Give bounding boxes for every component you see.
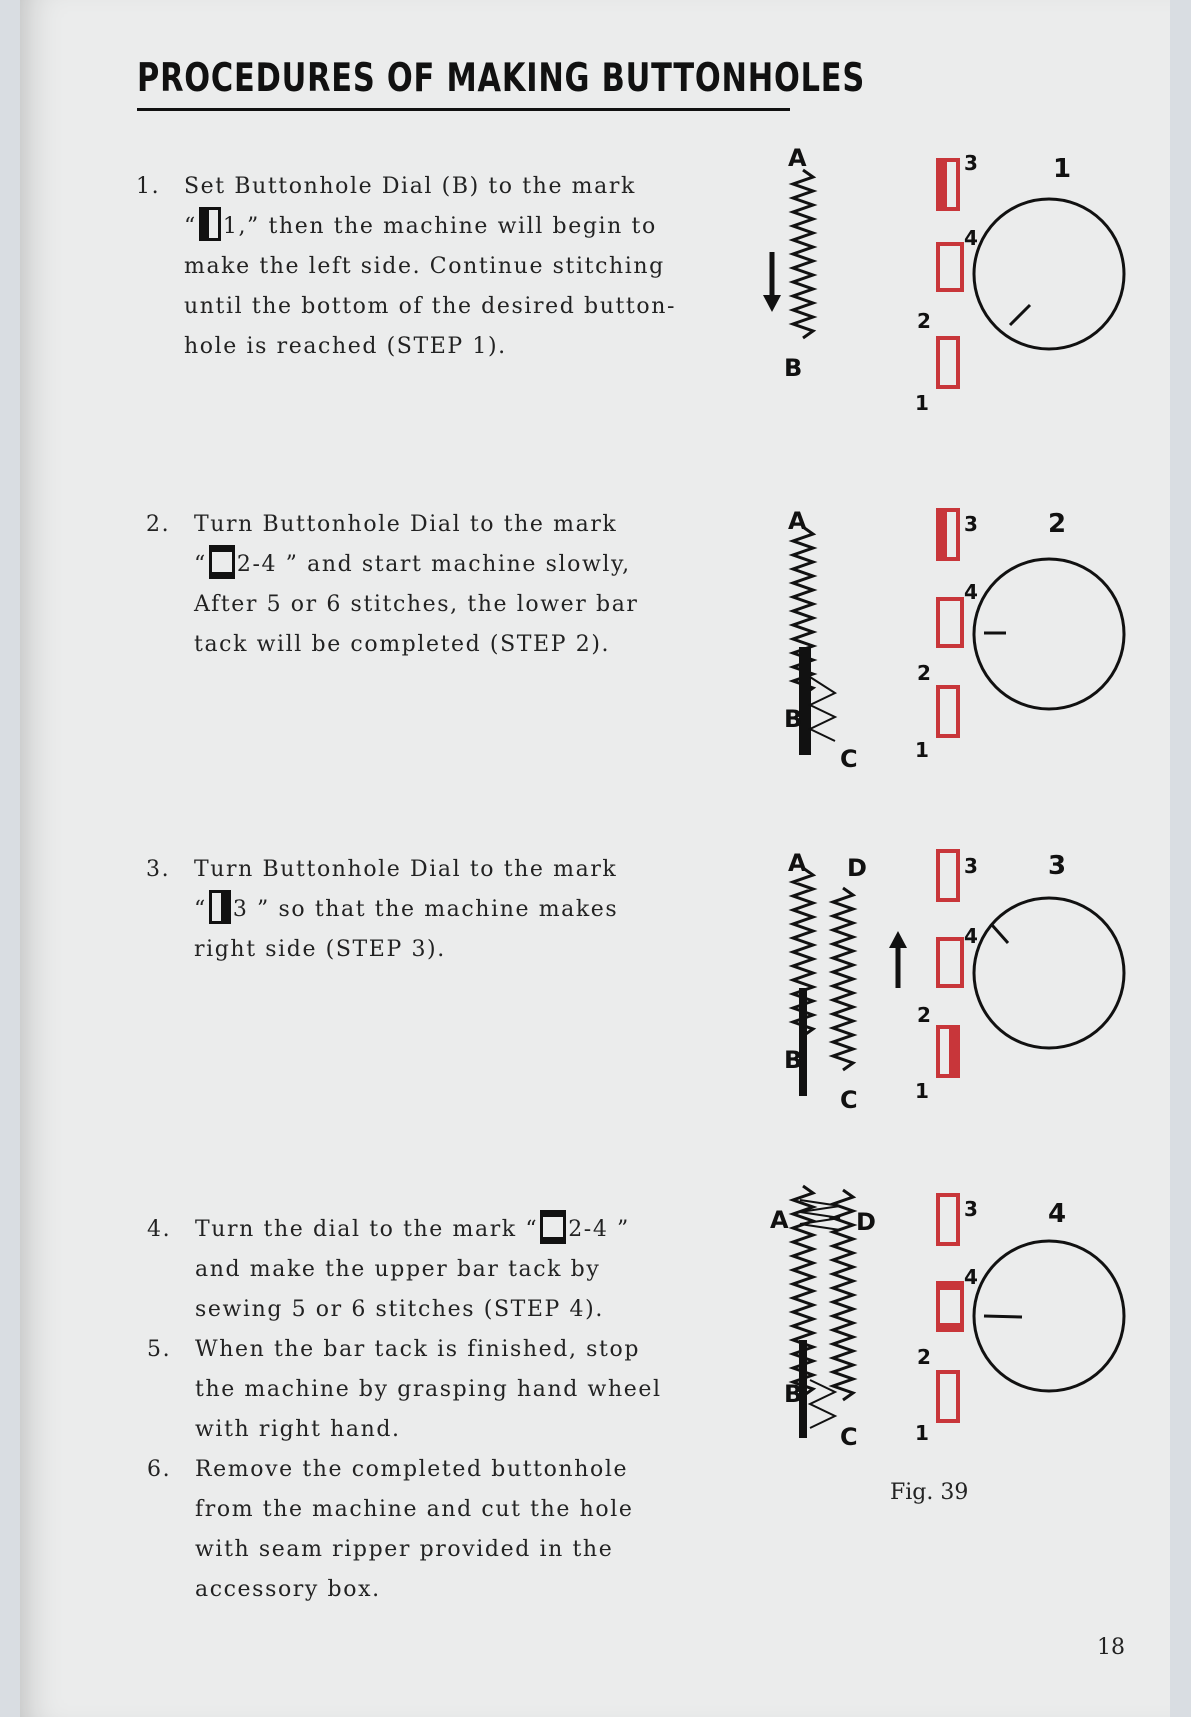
step-line: Turn Buttonhole Dial to the mark	[194, 857, 618, 882]
step-number: 4.	[147, 1217, 172, 1242]
figure-step-label: 1	[1053, 154, 1072, 184]
dial-label-3: 3	[964, 1197, 978, 1221]
step-line: Turn Buttonhole Dial to the mark	[194, 512, 618, 537]
step-line: from the machine and cut the hole	[195, 1497, 634, 1522]
dial-circle	[974, 898, 1124, 1048]
step-line: the machine by grasping hand wheel	[195, 1377, 662, 1402]
figure-caption: Fig. 39	[890, 1480, 969, 1505]
dial-label-1: 1	[915, 1421, 929, 1445]
bar-tack-lower	[800, 647, 810, 755]
step-line-with-mark	[194, 545, 639, 585]
dial-mark-right-icon	[209, 890, 231, 924]
step-line-with-mark	[184, 207, 676, 247]
dial-label-4: 4	[964, 580, 978, 604]
mark-1-icon	[938, 1372, 958, 1421]
figure-step-4	[760, 1180, 1170, 1470]
dial-pointer	[1010, 305, 1030, 325]
quote-open: “	[194, 552, 207, 577]
mark-label: 2-4 ”	[568, 1217, 630, 1242]
figure-step-label: 2	[1048, 509, 1067, 539]
step-line: right side (STEP 3).	[194, 937, 446, 962]
step-line: After 5 or 6 stitches, the lower bar	[194, 592, 639, 617]
step-line-with-mark	[194, 890, 618, 930]
dial-mark-bartack-icon	[209, 545, 235, 579]
point-label-a: A	[788, 144, 807, 172]
zigzag-right-stitch	[833, 1190, 853, 1400]
point-label-c: C	[840, 1086, 858, 1114]
step-number: 1.	[136, 174, 161, 199]
dial-label-2: 2	[917, 1345, 931, 1369]
figure-step-1	[760, 140, 1170, 430]
step-line: sewing 5 or 6 stitches (STEP 4).	[195, 1297, 604, 1322]
step-line: When the bar tack is finished, stop	[195, 1337, 641, 1362]
manual-page	[20, 0, 1170, 1717]
point-label-c: C	[840, 1423, 858, 1451]
dial-label-4: 4	[964, 226, 978, 250]
dial-circle	[974, 199, 1124, 349]
step-line-start: Turn the dial to the mark “	[195, 1217, 539, 1242]
figure-step-label: 3	[1048, 851, 1067, 881]
step-line-rest: so that the machine makes	[278, 897, 619, 922]
mark-label: 1,”	[222, 214, 260, 239]
dial-label-2: 2	[917, 309, 931, 333]
step-number: 2.	[146, 512, 171, 537]
dial-label-3: 3	[964, 854, 978, 878]
step-line: Set Buttonhole Dial (B) to the mark	[184, 174, 636, 199]
dial-mark-bartack-icon	[540, 1210, 566, 1244]
mark-1-icon	[938, 687, 958, 736]
mark-1-icon	[938, 338, 958, 387]
point-label-b: B	[784, 1046, 803, 1074]
step-line-rest: then the machine will begin to	[268, 214, 657, 239]
mark-4-icon	[938, 244, 962, 290]
point-label-b: B	[784, 354, 803, 382]
point-label-b: B	[784, 1380, 803, 1408]
point-label-a: A	[770, 1206, 789, 1234]
point-label-b: B	[784, 705, 803, 733]
step-line-rest: and start machine slowly,	[307, 552, 631, 577]
figure-step-2	[760, 497, 1170, 787]
dial-label-1: 1	[915, 391, 929, 415]
step-line: tack will be completed (STEP 2).	[194, 632, 611, 657]
step-number: 5.	[147, 1337, 172, 1362]
step-line: with seam ripper provided in the	[195, 1537, 614, 1562]
step-line: make the left side. Continue stitching	[184, 254, 665, 279]
point-label-a: A	[788, 507, 807, 535]
dial-label-4: 4	[964, 1265, 978, 1289]
point-label-a: A	[788, 849, 807, 877]
step-line: with right hand.	[195, 1417, 401, 1442]
zigzag-right-stitch	[833, 888, 853, 1070]
quote-open: “	[194, 897, 207, 922]
dial-label-3: 3	[964, 151, 978, 175]
point-label-d: D	[847, 854, 867, 882]
zigzag-left-stitch	[793, 170, 813, 338]
step-line-with-mark	[195, 1210, 630, 1250]
arrow-up-icon-head	[889, 931, 907, 948]
mark-3-icon	[938, 851, 958, 900]
dial-pointer	[984, 1316, 1022, 1317]
dial-label-1: 1	[915, 1079, 929, 1103]
figure-step-label: 4	[1048, 1199, 1067, 1229]
title-underline	[137, 108, 790, 111]
bar-tack-lower	[800, 988, 806, 1096]
dial-label-3: 3	[964, 512, 978, 536]
step-line: and make the upper bar tack by	[195, 1257, 601, 1282]
page-number: 18	[1097, 1635, 1125, 1660]
mark-label: 2-4 ”	[236, 552, 299, 577]
step-number: 3.	[146, 857, 171, 882]
figure-step-3	[760, 838, 1170, 1128]
step-line: until the bottom of the desired button-	[184, 294, 677, 319]
dial-pointer	[992, 925, 1008, 943]
point-label-d: D	[856, 1208, 876, 1236]
dial-mark-left-icon	[199, 207, 221, 241]
dial-label-2: 2	[917, 1003, 931, 1027]
mark-4-icon	[938, 939, 962, 986]
step-line: Remove the completed buttonhole	[195, 1457, 629, 1482]
mark-3-icon	[938, 1195, 958, 1244]
mark-4-icon	[938, 599, 962, 646]
dial-label-1: 1	[915, 738, 929, 762]
arrow-down-icon-head	[763, 295, 781, 312]
mark-label: 3 ”	[232, 897, 270, 922]
step-number: 6.	[147, 1457, 172, 1482]
mark-4-icon	[938, 1283, 962, 1330]
step-line: hole is reached (STEP 1).	[184, 334, 507, 359]
dial-label-4: 4	[964, 924, 978, 948]
quote-open: “	[184, 214, 197, 239]
step-line: accessory box.	[195, 1577, 381, 1602]
dial-label-2: 2	[917, 661, 931, 685]
page-title: PROCEDURES OF MAKING BUTTONHOLES	[137, 56, 866, 101]
point-label-c: C	[840, 745, 858, 773]
